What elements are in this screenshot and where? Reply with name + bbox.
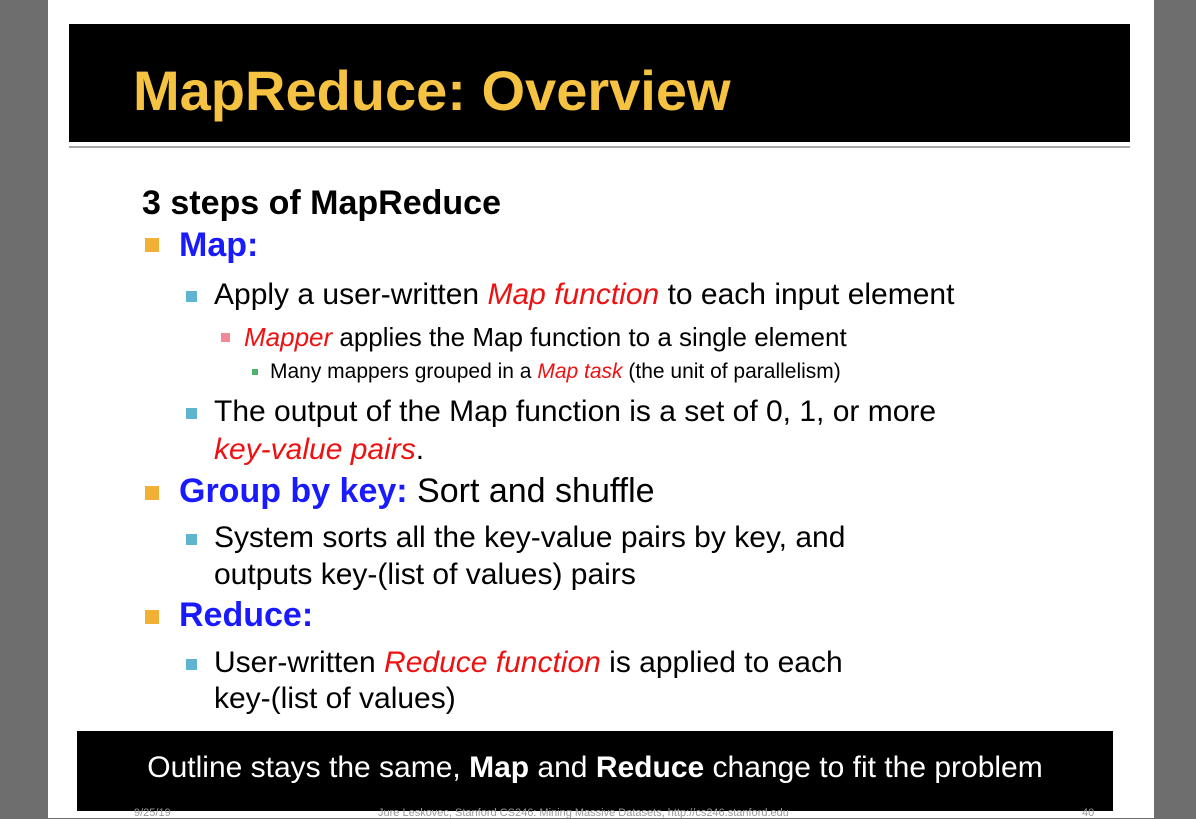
footer-date: 9/25/19 — [134, 807, 171, 819]
footer-page-number: 40 — [1082, 807, 1095, 819]
callout-text-start: Outline stays the same, — [147, 751, 470, 784]
footer-credit: Jure Leskovec, Stanford CS246: Mining Massive Datasets, http://cs246.stanford.edu — [378, 807, 789, 819]
slide-content — [48, 0, 1154, 818]
step-group-label: Group by key: — [179, 472, 408, 510]
bullet-square-icon — [186, 534, 197, 545]
bullet-square-icon — [145, 486, 159, 500]
map-function-emphasis: Map function — [487, 278, 660, 311]
step-group-text: Sort and shuffle — [407, 472, 655, 510]
callout-text-mid: and — [529, 751, 596, 784]
reduce-function-emphasis: Reduce function — [384, 646, 601, 679]
step-reduce-label: Reduce: — [179, 596, 314, 634]
bullet-square-icon — [186, 659, 197, 670]
bullet-square-icon — [252, 369, 258, 375]
mappers-item-text-end: (the unit of parallelism) — [622, 360, 841, 383]
step-map-label: Map: — [179, 226, 259, 264]
step-group-line — [179, 472, 655, 511]
group-item-line1: System sorts all the key-value pairs by key, and — [214, 521, 846, 554]
mapper-item — [244, 322, 847, 353]
reduce-item-line1 — [214, 646, 843, 680]
key-value-pairs-emphasis: key-value pairs — [214, 433, 416, 466]
slide-title: MapReduce: Overview — [133, 59, 731, 122]
section-heading: 3 steps of MapReduce — [142, 184, 501, 222]
map-output-line1: The output of the Map function is a set of 0, 1, or more — [214, 395, 937, 428]
map-item-apply — [214, 278, 954, 312]
bullet-square-icon — [186, 291, 197, 302]
mappers-item-text: Many mappers grouped in a — [270, 360, 538, 383]
map-task-emphasis: Map task — [537, 360, 623, 383]
callout-text-end: change to fit the problem — [704, 751, 1043, 784]
reduce-item-text: User-written — [214, 646, 385, 679]
bullet-square-icon — [186, 408, 197, 419]
callout-box — [77, 731, 1113, 811]
bullet-square-icon — [145, 610, 159, 624]
map-item-apply-text-end: to each input element — [659, 278, 955, 311]
map-output-line2 — [214, 433, 424, 467]
callout-text — [77, 751, 1113, 785]
map-output-period: . — [415, 433, 425, 466]
slide — [48, 0, 1154, 818]
mapper-emphasis: Mapper — [244, 322, 333, 352]
mappers-item — [270, 360, 841, 384]
bullet-square-icon — [221, 333, 230, 342]
callout-map-bold: Map — [469, 751, 530, 784]
bullet-square-icon — [145, 238, 159, 252]
reduce-item-text-end: is applied to each — [600, 646, 843, 679]
group-item-line2: outputs key-(list of values) pairs — [214, 558, 636, 591]
reduce-item-line2: key-(list of values) — [214, 682, 456, 715]
callout-reduce-bold: Reduce — [595, 751, 705, 784]
mapper-item-text: applies the Map function to a single element — [332, 322, 847, 352]
map-item-apply-text: Apply a user-written — [214, 278, 488, 311]
